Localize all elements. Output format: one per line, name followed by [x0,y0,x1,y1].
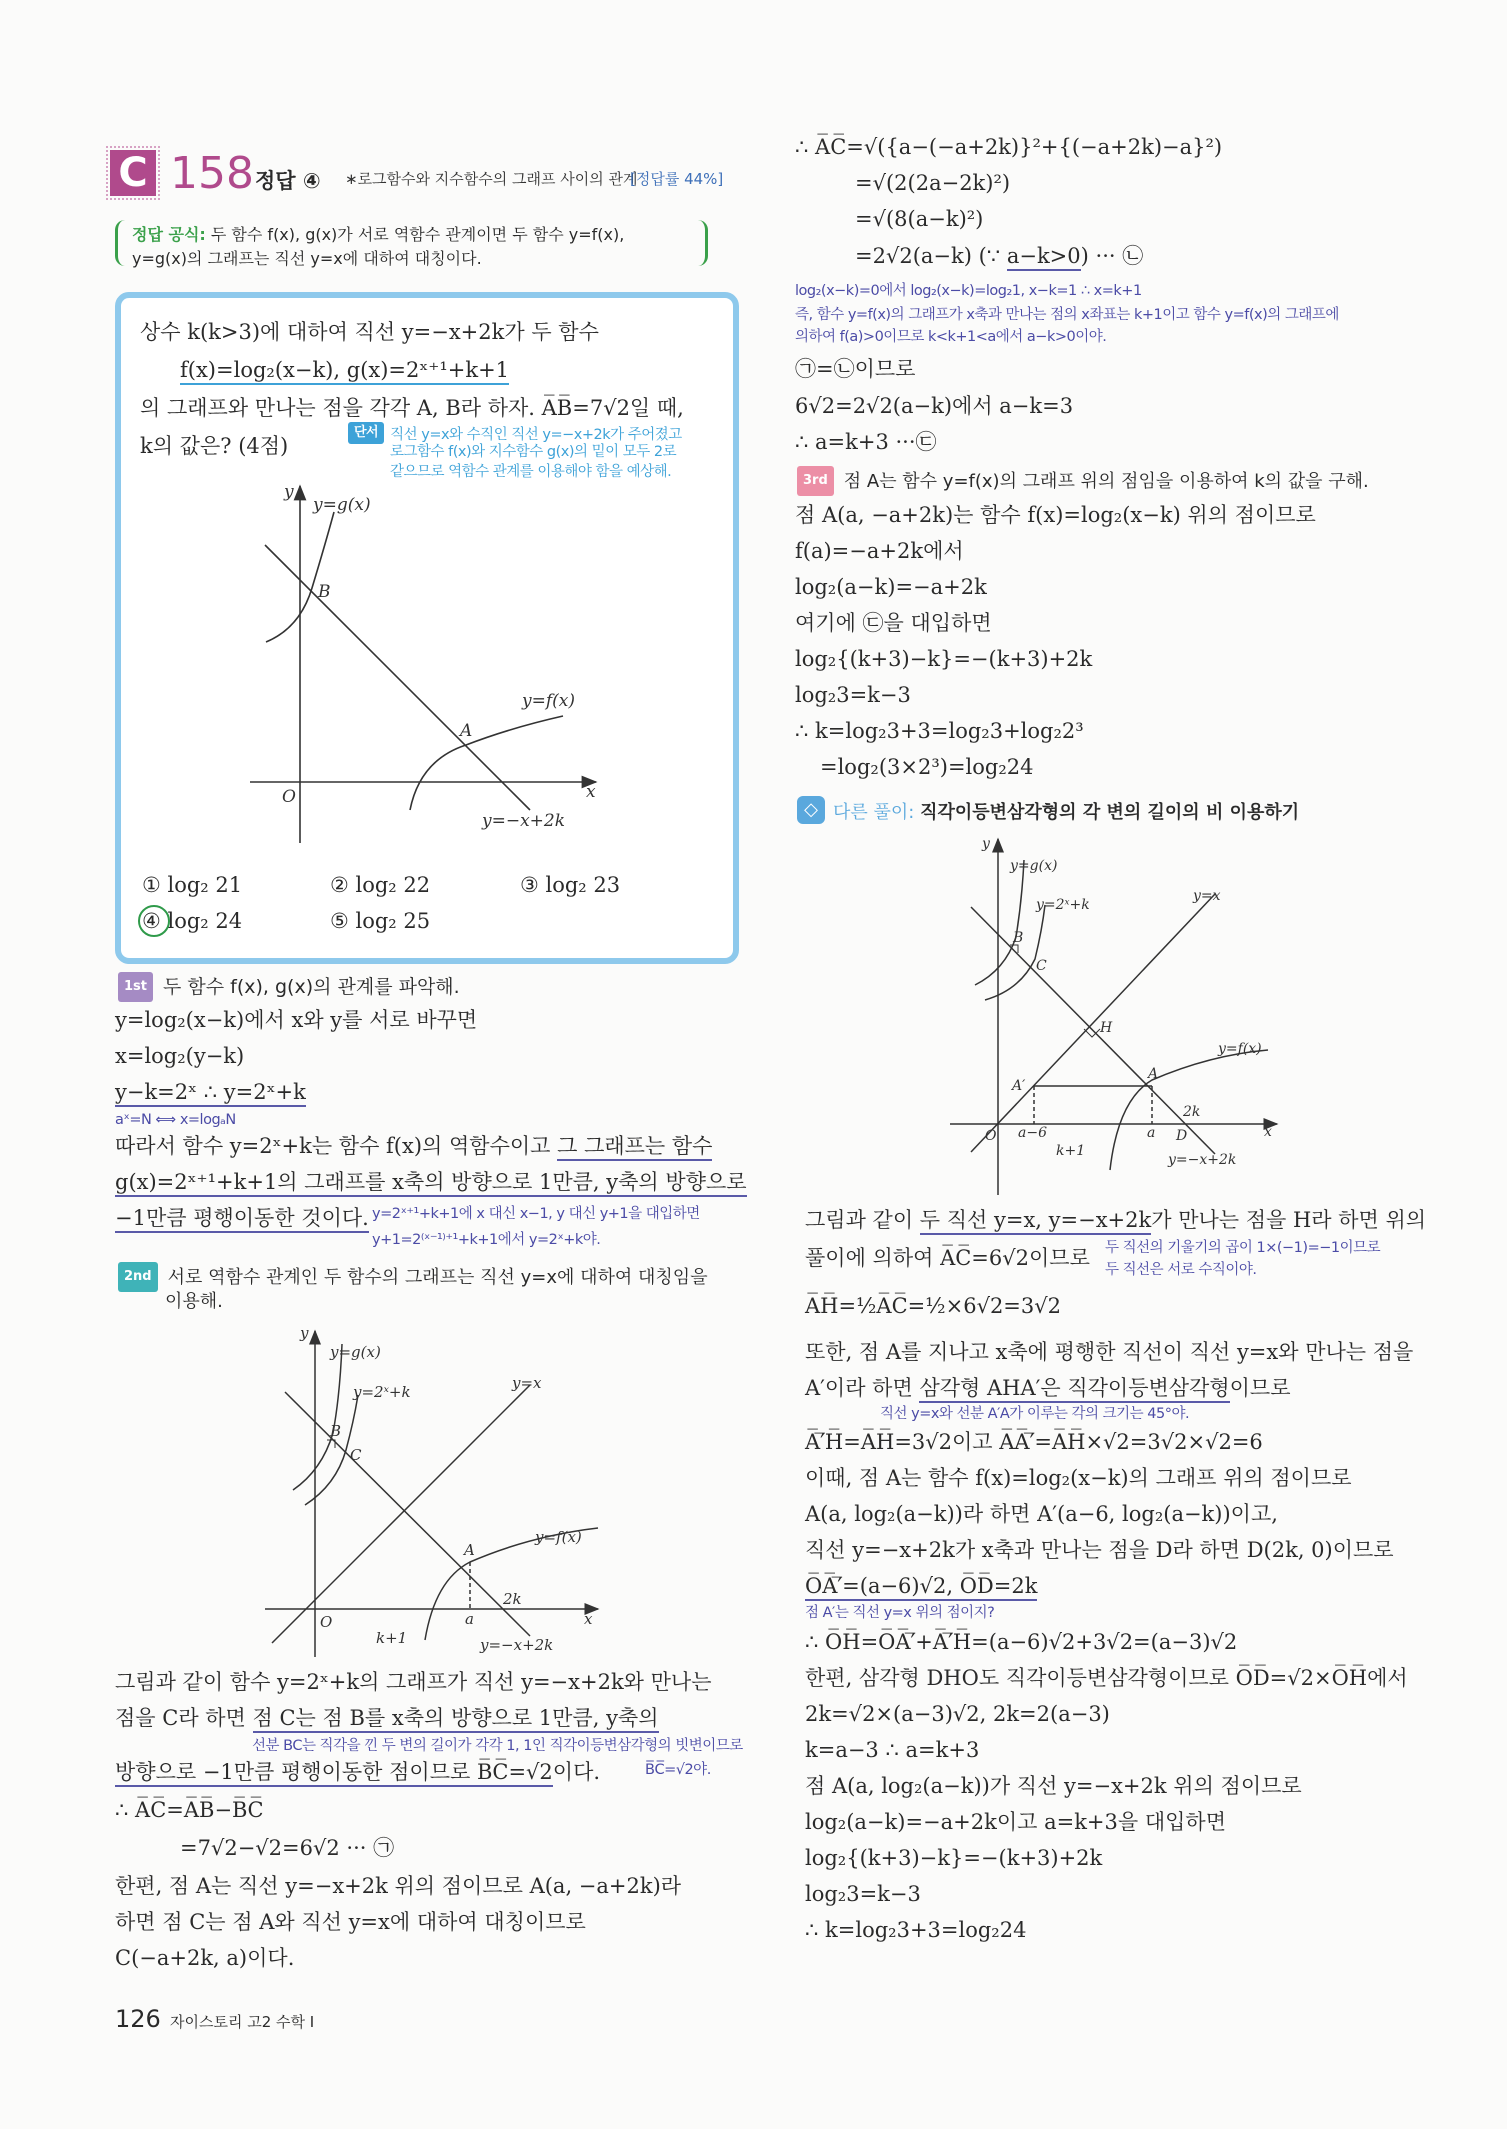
graph-label: A [464,1541,475,1559]
curve-g [293,1344,342,1490]
note: 두 직선은 서로 수직이야. [1105,1262,1257,1278]
solution-line: f(a)=−a+2k에서 [795,539,964,563]
solution-line: y−k=2ˣ ∴ y=2ˣ+k [115,1080,306,1107]
graph-label: y [982,836,990,852]
solution-line: 이므로 [1229,1376,1291,1400]
solution-line: 6√2=2√2(a−k)에서 a−k=3 [795,394,1074,418]
solution-line: 그 그래프는 함수 [557,1134,712,1161]
solution-line: log₂3=k−3 [805,1882,921,1906]
selected-answer-circle [138,905,170,937]
solution-line: ∴ k=log₂3+3=log₂24 [805,1918,1027,1942]
graph-label: k+1 [1056,1143,1086,1159]
label-f: y=f(x) [522,691,575,711]
solution-line: 하면 점 C는 점 A와 직선 y=x에 대하여 대칭이므로 [115,1910,586,1934]
solution-line: A′이라 하면 [805,1376,920,1400]
problem-functions: f(x)=log₂(x−k), g(x)=2ˣ⁺¹+k+1 [180,358,509,385]
graph-label: x [584,1610,593,1628]
note: B̅C̅=√2야. [645,1762,711,1778]
solution-line: 점 A(a, −a+2k)는 함수 f(x)=log₂(x−k) 위의 점이므로 [795,503,1316,527]
correct-rate: [정답률 44%] [630,170,724,188]
graph-label: C [350,1446,362,1464]
solution-line: 점 A(a, log₂(a−k))가 직선 y=−x+2k 위의 점이므로 [805,1774,1302,1798]
graph-label: y=x [1193,888,1221,904]
step1-title: 두 함수 f(x), g(x)의 관계를 파악해. [163,976,460,998]
graph-label: H [1100,1020,1113,1036]
step2-title: 이용해. [165,1291,223,1312]
graph-label: D [1176,1128,1188,1144]
graph-label: O [320,1613,333,1631]
page-number: 126 [115,2005,161,2033]
formula-box [115,220,708,266]
solution-line: ∴ A̅C̅=A̅B̅−B̅C̅ [115,1798,264,1822]
solution-graph-right [950,839,1277,1195]
solution-line: ∴ k=log₂3+3=log₂3+log₂2³ [795,719,1084,743]
choice-5[interactable]: ⑤ log₂ 25 [330,909,431,933]
topic: ∗로그함수와 지수함수의 그래프 사이의 관계 [345,170,638,188]
origin-label: O [282,787,296,807]
solution-line: 풀이에 의하여 A̅C̅=6√2이므로 [805,1246,1090,1270]
step3-badge: 3rd [797,466,834,496]
solution-line: x=log₂(y−k) [115,1044,245,1068]
solution-line: y=log₂(x−k)에서 x와 y를 서로 바꾸면 [115,1008,478,1032]
solution-graph-left [265,1331,598,1657]
hint-badge: 단서 [348,422,384,444]
graph-label: B [1013,930,1024,946]
step1-badge: 1st [118,972,153,1002]
solution-line: =√(8(a−k)²) [855,207,984,231]
solution-line: log₂(a−k)=−a+2k [795,575,987,599]
solution-line: 한편, 점 A는 직선 y=−x+2k 위의 점이므로 A(a, −a+2k)라 [115,1874,682,1898]
alt-solution-label: 다른 풀이: [833,802,915,823]
choice-1[interactable]: ① log₂ 21 [142,873,243,897]
solution-line: =2√2(a−k) (∵ [855,244,1007,268]
graph-label: A [1148,1066,1159,1082]
note: 두 직선의 기울기의 곱이 1×(−1)=−1이므로 [1105,1240,1381,1256]
graph-label: y=x [512,1374,542,1392]
solution-line: 그림과 같이 함수 y=2ˣ+k의 그래프가 직선 y=−x+2k와 만나는 [115,1670,712,1694]
graph-label: y=−x+2k [480,1636,554,1654]
solution-line: =log₂(3×2³)=log₂24 [820,755,1034,779]
graph-label: 2k [1183,1104,1201,1120]
solution-line: 직선 y=−x+2k가 x축과 만나는 점을 D라 하면 D(2k, 0)이므로 [805,1538,1394,1562]
graph-label: B [330,1422,342,1440]
graph-label: O [985,1128,997,1144]
solution-line: ∴ a=k+3 ···㉢ [795,430,937,454]
solution-line: 점 C는 점 B를 x축의 방향으로 1만큼, y축의 [253,1706,659,1733]
graph-label: y=2ˣ+k [1036,897,1090,913]
graph-label: a [465,1610,474,1628]
line-neg-x-plus-2k [971,907,1215,1154]
axis-label-x: x [586,782,596,802]
hint-line: 직선 y=x와 수직인 직선 y=−x+2k가 주어졌고 [390,427,682,443]
problem-box [115,292,739,964]
problem-text: 의 그래프와 만나는 점을 각각 A, B라 하자. A̅B̅=7√2일 때, [140,396,684,420]
choice-2[interactable]: ② log₂ 22 [330,873,431,897]
note: aˣ=N ⟺ x=logₐN [115,1112,236,1128]
curve-2x-plus-k [985,905,1045,1000]
solution-line: ∴ A̅C̅=√({a−(−a+2k)}²+{(−a+2k)−a}²) [795,135,1223,159]
label-line: y=−x+2k [482,811,566,831]
note: 선분 BC는 직각을 낀 두 변의 길이가 각각 1, 1인 직각이등변삼각형의 빗변이므로 [252,1738,743,1754]
label-g: y=g(x) [313,495,371,515]
solution-line: log₂{(k+3)−k}=−(k+3)+2k [795,647,1093,671]
problem-number: 158 [170,148,254,199]
choice-4[interactable]: ④ log₂ 24 [142,909,243,933]
note: y+1=2⁽ˣ⁻¹⁾⁺¹+k+1에서 y=2ˣ+k야. [372,1232,601,1248]
graph-label: y=f(x) [1218,1041,1262,1057]
formula-line2: y=g(x)의 그래프는 직선 y=x에 대하여 대칭이다. [132,249,482,268]
graph-label: x [1264,1124,1272,1140]
graph-label: 2k [503,1590,522,1608]
curve-f [1110,1050,1268,1170]
graph-label: y=2ˣ+k [353,1383,411,1401]
note: y=2ˣ⁺¹+k+1에 x 대신 x−1, y 대신 y+1을 대입하면 [372,1206,700,1222]
step2-title: 서로 역함수 관계인 두 함수의 그래프는 직선 y=x에 대하여 대칭임을 [167,1267,708,1288]
solution-line: a−k>0 [1007,244,1081,271]
solution-line: 또한, 점 A를 지나고 x축에 평행한 직선이 직선 y=x와 만나는 점을 [805,1340,1414,1364]
line-y-eq-x [272,1385,530,1643]
graph-label: y=g(x) [330,1343,381,1361]
solution-line: log₂3=k−3 [795,683,911,707]
problem-text: 상수 k(k>3)에 대하여 직선 y=−x+2k가 두 함수 [140,320,599,344]
note: 직선 y=x와 선분 A′A가 이루는 각의 크기는 45°야. [880,1406,1190,1422]
solution-line: 점을 C라 하면 [115,1706,253,1730]
solution-line: 방향으로 −1만큼 평행이동한 점이므로 B̅C̅=√2 [115,1760,553,1787]
answer-label: 정답 ④ [255,169,321,193]
graph-label: y=f(x) [535,1528,582,1546]
solution-line: C(−a+2k, a)이다. [115,1946,295,1970]
solution-line: log₂{(k+3)−k}=−(k+3)+2k [805,1846,1103,1870]
solution-line: 삼각형 AHA′은 직각이등변삼각형 [919,1376,1229,1403]
solution-line: 여기에 ㉢을 대입하면 [795,611,992,635]
solution-line: O̅A̅′̅=(a−6)√2, O̅D̅=2k [805,1574,1037,1601]
step3-title: 점 A는 함수 y=f(x)의 그래프 위의 점임을 이용하여 k의 값을 구해. [843,471,1369,492]
step2-badge: 2nd [118,1262,158,1292]
note: 즉, 함수 y=f(x)의 그래프가 x축과 만나는 점의 x좌표는 k+1이고 함수 y=f(x)의 그래프에 [795,307,1339,323]
note: log₂(x−k)=0에서 log₂(x−k)=log₂1, x−k=1 ∴ x=k+1 [795,283,1142,299]
graph-label: A′ [1012,1078,1026,1094]
solution-line: g(x)=2ˣ⁺¹+k+1의 그래프를 x축의 방향으로 1만큼, y축의 방향으로 [115,1170,747,1197]
category-badge: C [110,150,156,196]
choice-3[interactable]: ③ log₂ 23 [520,873,621,897]
formula-label: 정답 공식: [132,225,206,244]
solution-line: A̅H̅=½A̅C̅=½×6√2=3√2 [805,1294,1062,1318]
hint-line: 로그함수 f(x)와 지수함수 g(x)의 밑이 모두 2로 [390,444,677,460]
graph-label: y=−x+2k [1168,1152,1237,1168]
solution-line: A̅′̅H̅=A̅H̅=3√2이고 A̅A̅′̅=A̅H̅×√2=3√2×√2=6 [805,1430,1263,1454]
alt-solution-title: 직각이등변삼각형의 각 변의 길이의 비 이용하기 [920,802,1300,823]
line-y-eq-x [971,894,1215,1152]
solution-line: 따라서 함수 y=2ˣ+k는 함수 f(x)의 역함수이고 [115,1134,558,1158]
graph-label: y=g(x) [1010,858,1058,874]
solution-line: log₂(a−k)=−a+2k이고 a=k+3을 대입하면 [805,1810,1226,1834]
note: 점 A′는 직선 y=x 위의 점이지? [805,1605,995,1621]
graph-label: a [1147,1125,1156,1141]
curve-2x-plus-k [305,1395,358,1505]
hint-line: 같으므로 역함수 관계를 이용해야 함을 예상해. [390,464,672,480]
graph-label: y [300,1324,309,1342]
solution-line: =7√2−√2=6√2 ··· ㉠ [180,1836,395,1860]
solution-line: ) ··· ㉡ [1080,244,1144,268]
solution-line: −1만큼 평행이동한 것이다. [115,1206,369,1233]
problem-question: k의 값은? (4점) [140,434,289,458]
formula-line1: 두 함수 f(x), g(x)가 서로 역함수 관계이면 두 함수 y=f(x), [210,225,625,244]
solution-line: 두 직선 y=x, y=−x+2k [920,1208,1151,1235]
solution-line: 가 만나는 점을 H라 하면 위의 [1151,1208,1427,1232]
book-title: 자이스토리 고2 수학 I [170,2013,315,2031]
point-b-label: B [318,582,331,602]
solution-line: A(a, log₂(a−k))라 하면 A′(a−6, log₂(a−k))이고, [805,1502,1278,1526]
curve-g [975,860,1024,985]
line-neg-x-plus-2k [285,1392,530,1636]
solution-line: ∴ O̅H̅=O̅A̅′̅+A̅′̅H̅=(a−6)√2+3√2=(a−3)√2 [805,1630,1238,1654]
solution-line: ㉠=㉡이므로 [795,357,916,381]
graph-label: a−6 [1018,1125,1047,1141]
curve-f [425,1528,598,1640]
solution-line: 이다. [552,1760,601,1784]
solution-line: k=a−3 ∴ a=k+3 [805,1738,980,1762]
solution-line: 한편, 삼각형 DHO도 직각이등변삼각형이므로 O̅D̅=√2×O̅H̅에서 [805,1666,1408,1690]
solution-line: 이때, 점 A는 함수 f(x)=log₂(x−k)의 그래프 위의 점이므로 [805,1466,1352,1490]
solution-line: 그림과 같이 [805,1208,920,1232]
point-a-label: A [460,721,473,741]
note: 의하여 f(a)>0이므로 k<k+1<a에서 a−k>0이야. [795,329,1107,345]
alt-solution-icon: ◇ [797,796,825,824]
solution-line: =√(2(2a−2k)²) [855,171,1011,195]
graph-label: k+1 [376,1629,408,1647]
axis-label-y: y [284,482,294,502]
graph-label: C [1036,958,1047,974]
solution-line: 2k=√2×(a−3)√2, 2k=2(a−3) [805,1702,1110,1726]
